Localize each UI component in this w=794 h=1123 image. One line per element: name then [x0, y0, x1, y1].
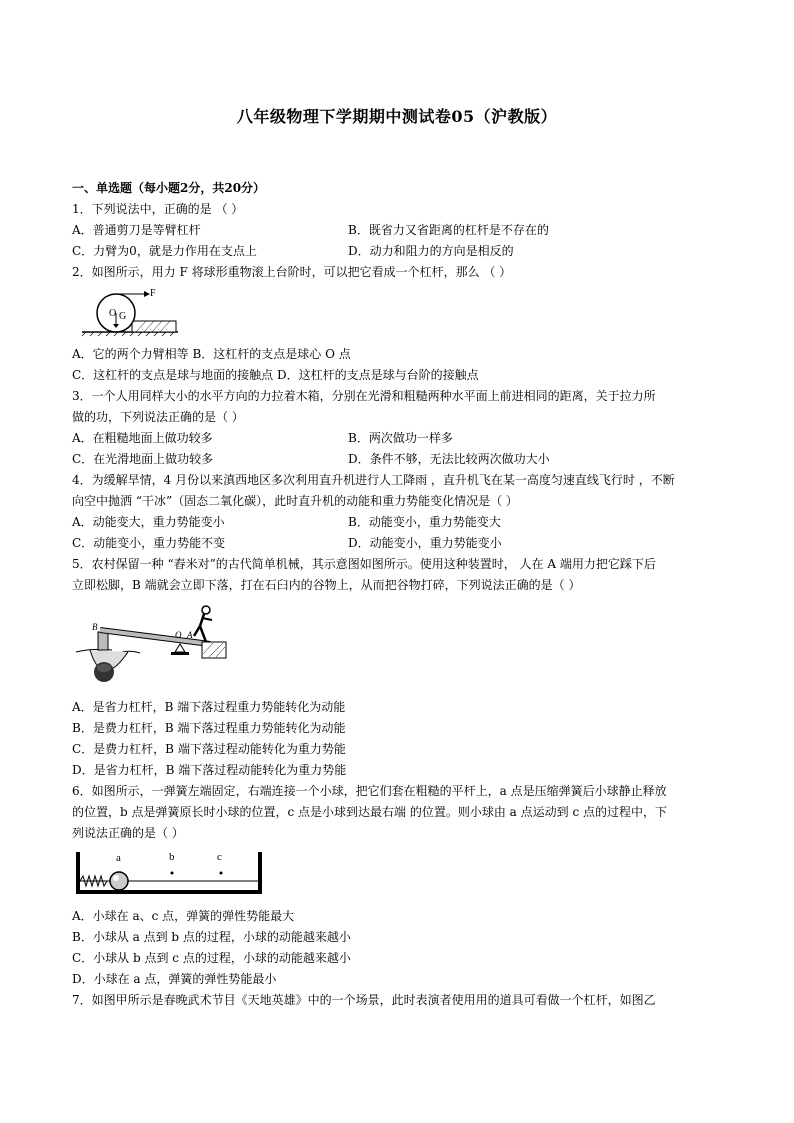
q3-option-b: B．两次做功一样多	[348, 431, 453, 445]
q2-label-o: O	[109, 308, 117, 319]
q6-option-b: B．小球从 a 点到 b 点的过程，小球的动能越来越小	[72, 930, 351, 944]
q5-option-a: A．是省力杠杆，B 端下落过程重力势能转化为动能	[72, 700, 346, 714]
question-5-stem-line1: 5．农村保留一种 “舂米对”的古代简单机械，其示意图如图所示。使用这种装置时， 人在 A 端用力把它踩下后	[72, 557, 656, 571]
q5-option-c: C．是费力杠杆，B 端下落过程动能转化为重力势能	[72, 742, 346, 756]
question-4-stem-line2: 向空中抛洒 “干冰”（固态二氧化碳），此时直升机的动能和重力势能变化情况是（ ）	[72, 494, 518, 508]
question-7-stem-line1: 7．如图甲所示是春晚武术节目《天地英雄》中的一个场景，此时表演者使用用的道具可看做一个杠杆，如图乙	[72, 993, 656, 1007]
q2-options-cd: C．这杠杆的支点是球与地面的接触点 D．这杠杆的支点是球与台阶的接触点	[72, 368, 479, 382]
page-title: 八年级物理下学期期中测试卷05（沪教版）	[236, 107, 558, 126]
q6-option-a: A．小球在 a、c 点，弹簧的弹性势能最大	[72, 909, 295, 923]
question-5-stem-line2: 立即松脚，B 端就会立即下落，打在石臼内的谷物上，从而把谷物打碎，下列说法正确的是（ ）	[72, 578, 581, 592]
q6-label-a: a	[116, 852, 121, 864]
q1-option-b: B．既省力又省距离的杠杆是不存在的	[348, 223, 549, 237]
q1-option-c: C．力臂为0，就是力作用在支点上	[72, 244, 257, 258]
q3-option-a: A．在粗糙地面上做功较多	[72, 431, 213, 445]
q4-option-d: D．动能变小，重力势能变小	[348, 536, 502, 550]
q6-option-c: C．小球从 b 点到 c 点的过程，小球的动能越来越小	[72, 951, 351, 965]
q1-option-a: A．普通剪刀是等臂杠杆	[72, 223, 201, 237]
question-1-stem: 1．下列说法中，正确的是 （ ）	[72, 202, 244, 216]
q3-option-d: D．条件不够，无法比较两次做功大小	[348, 452, 550, 466]
q2-label-f: F	[150, 288, 156, 299]
q6-spring-ball-figure	[74, 848, 266, 900]
question-4-stem-line1: 4．为缓解旱情，4 月份以来滇西地区多次利用直升机进行人工降雨 ，直升机飞在某一高度匀速直线飞行时 ，不断	[72, 473, 675, 487]
q5-option-d: D．是省力杠杆，B 端下落过程动能转化为重力势能	[72, 763, 347, 777]
q4-option-b: B．动能变小，重力势能变大	[348, 515, 501, 529]
q5-label-o: O	[175, 630, 182, 640]
question-3-stem-line1: 3．一个人用同样大小的水平方向的力拉着木箱，分别在光滑和粗糙两种水平面上前进相同的距离，关于拉力所	[72, 389, 656, 403]
q2-ball-step-figure	[80, 286, 180, 338]
q5-label-b: B	[92, 622, 98, 632]
q6-label-c: c	[217, 851, 222, 863]
q5-label-a: A	[187, 630, 193, 640]
q2-options-ab: A．它的两个力臂相等 B．这杠杆的支点是球心 O 点	[72, 347, 351, 361]
question-3-stem-line2: 做的功，下列说法正确的是（ ）	[72, 410, 244, 424]
q4-option-c: C．动能变小，重力势能不变	[72, 536, 226, 550]
q2-label-g: G	[119, 311, 127, 322]
q5-rice-pounder-figure	[72, 600, 232, 692]
question-2-stem: 2．如图所示，用力 F 将球形重物滚上台阶时，可以把它看成一个杠杆，那么 （ ）	[72, 265, 512, 279]
question-6-stem-line3: 列说法正确的是（ ）	[72, 826, 184, 840]
q4-option-a: A．动能变大，重力势能变小	[72, 515, 225, 529]
q3-option-c: C．在光滑地面上做功较多	[72, 452, 214, 466]
question-6-stem-line2: 的位置，b 点是弹簧原长时小球的位置，c 点是小球到达最右端 的位置。则小球由 a 点运动到 c 点的过程中，下	[72, 805, 667, 819]
q5-option-b: B．是费力杠杆，B 端下落过程重力势能转化为动能	[72, 721, 346, 735]
q1-option-d: D．动力和阻力的方向是相反的	[348, 244, 514, 258]
q6-label-b: b	[169, 851, 175, 863]
question-6-stem-line1: 6．如图所示，一弹簧左端固定，右端连接一个小球，把它们套在粗糙的平杆上，a 点是压缩弹簧后小球静止释放	[72, 784, 667, 798]
section-heading: 一、单选题（每小题2分，共20分）	[72, 181, 266, 195]
q6-option-d: D．小球在 a 点，弹簧的弹性势能最小	[72, 972, 277, 986]
